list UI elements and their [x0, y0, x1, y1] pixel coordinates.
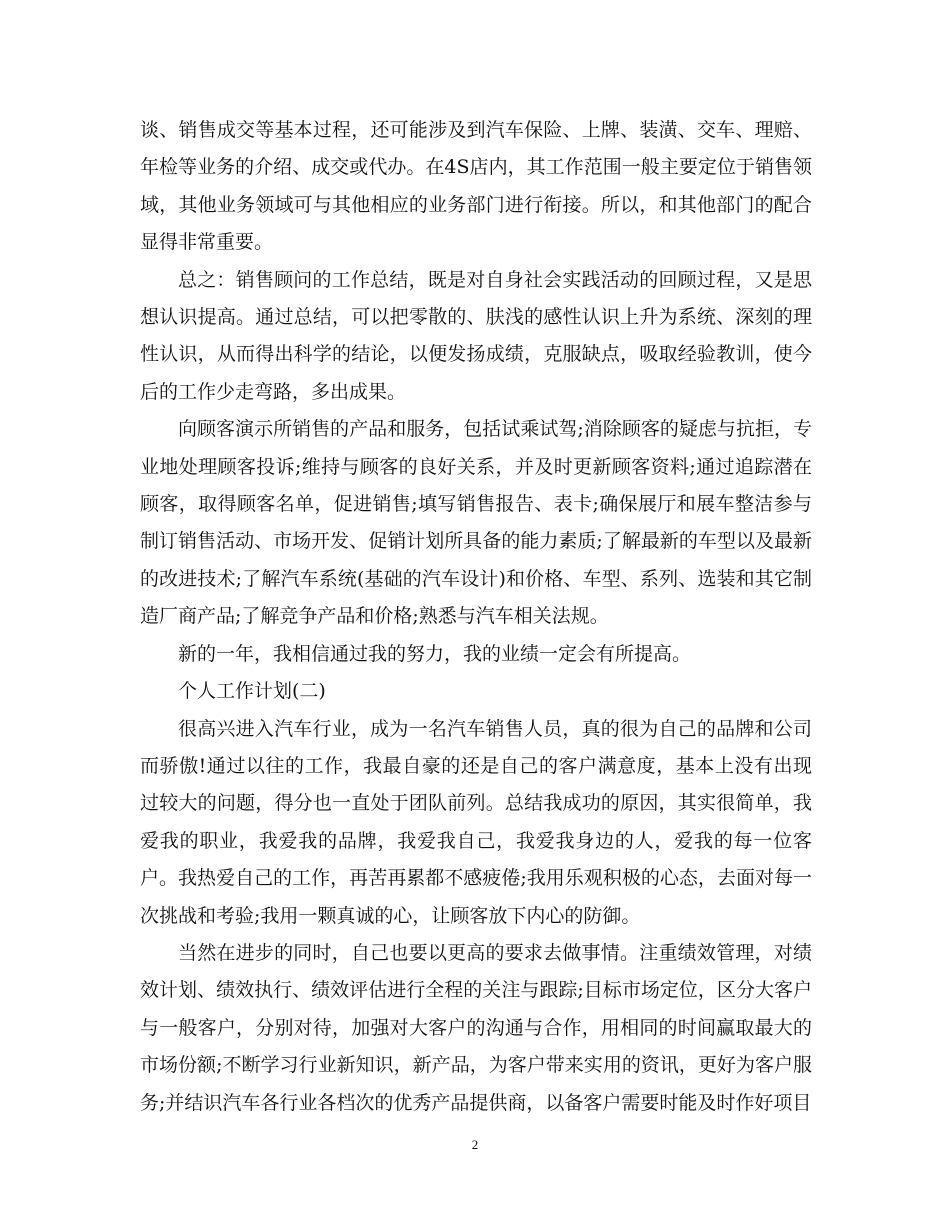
section-heading: 个人工作计划(二): [178, 680, 326, 703]
paragraph-duties: 向顾客演示所销售的产品和服务，包括试乘试驾;消除顾客的疑虑与抗拒，专业地处理顾客投诉;维持与顾客的良好关系，并及时更新顾客资料;通过追踪潜在顾客，取得顾客名单，促进销售;填写销售报告、表卡;确保展厅和展车整洁参与制订销售活动、市场开发、促销计划所具备的能力素质;了解最新的车型以及最新的改进技术;了解汽车系统(基础的汽车设计)和价格、车型、系列、选装和其它制造厂商产品;了解竞争产品和价格;熟悉与汽车相关法规。: [140, 418, 812, 628]
paragraph-continuation: 谈、销售成交等基本过程，还可能涉及到汽车保险、上牌、装潢、交车、理赔、年检等业务的介绍、成交或代办。在4S店内，其工作范围一般主要定位于销售领域，其他业务领域可与其他相应的业务部门进行衔接。所以，和其他部门的配合显得非常重要。: [140, 119, 812, 254]
paragraph-new-year: 新的一年，我相信通过我的努力，我的业绩一定会有所提高。: [178, 642, 692, 665]
document-body: [140, 112, 812, 1122]
paragraph-introduction: 很高兴进入汽车行业，成为一名汽车销售人员，真的很为自己的品牌和公司而骄傲!通过以往的工作，我最自豪的还是自己的客户满意度，基本上没有出现过较大的问题，得分也一直处于团队前列。总结我成功的原因，其实很简单，我爱我的职业，我爱我的品牌，我爱我自己，我爱我身边的人，爱我的每一位客户。我热爱自己的工作，再苦再累都不感疲倦;我用乐观积极的心态，去面对每一次挑战和考验;我用一颗真诚的心，让顾客放下内心的防御。: [140, 717, 812, 927]
paragraph-summary: 总之：销售顾问的工作总结，既是对自身社会实践活动的回顾过程，又是思想认识提高。通过总结，可以把零散的、肤浅的感性认识上升为系统、深刻的理性认识，从而得出科学的结论，以便发扬成绩，克服缺点，吸取经验教训，使今后的工作少走弯路，多出成果。: [140, 268, 812, 403]
page-number: 2: [471, 1137, 479, 1152]
paragraph-improvement: 当然在进步的同时，自己也要以更高的要求去做事情。注重绩效管理，对绩效计划、绩效执行、绩效评估进行全程的关注与跟踪;目标市场定位，区分大客户与一般客户，分别对待，加强对大客户的沟通与合作，用相同的时间赢取最大的市场份额;不断学习行业新知识，新产品，为客户带来实用的资讯，更好为客户服务;并结识汽车各行业各档次的优秀产品提供商，以备客户需要时能及时作好项目: [140, 941, 812, 1114]
